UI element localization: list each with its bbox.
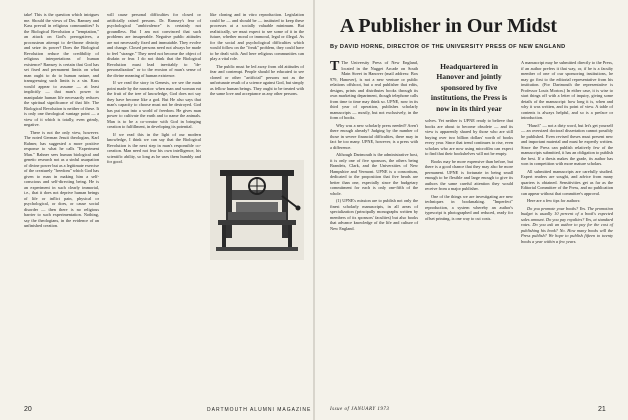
magazine-name: DARTMOUTH ALUMNI MAGAZINE: [207, 407, 312, 413]
paragraph: (1) UPNE's mission are to publish not only the finest scholarly manuscripts, in all areas of specialization (principally monographs written by members of its sponsors' faculties) but also books that advance knowledge of the life and culture of New England.: [330, 198, 418, 231]
paragraph: A manuscript may be submitted directly to the Press, if an author prefers it that way, or, if he is a faculty member of one of our sponsoring institutions, he may go first to the editorial representative from his institution. (For Dartmouth the representative is Professor Louis Morton.) In either case, it is wise to start things off with a letter of inquiry, giving some details of the manuscript: how long it is, when and why it was written, and its point of view. A table of contents is always helpful, and so is a preface or introduction.: [521, 60, 613, 120]
right-page-number: 21: [598, 406, 606, 413]
paragraph: Why was a new scholarly press needed? Aren't there enough already? Judging by the number of those in severe financial difficulties, there may in fact be too many. UPNE, however, is a press with a difference.: [330, 122, 418, 150]
right-page-column-3: [521, 60, 613, 246]
paragraph: will cause personal difficulties for closed or artificially raised persons. Dr. Ramsey's fear of psychological "ambivalence" is certainly not groundless. But I am not convinced that such problems are insuperable. Negative public attitudes are not necessarily fixed and immutable. They evolve and change. Closed persons need not always be made to feel "strange." They need not become the object of disdain or fear. I do not think that the Biological Revolution must lead inevitably to "de-personalization" or to the erosion of man's sense of the divine meaning of human existence.: [107, 12, 201, 78]
paragraph: There is not the only view, however. The noted German Jesuit theologian, Karl Rahner, has suggested a more positive response to what he calls "Experiment Man." Rahner sees human biological and genetic research not as a sinful usurpation of divine power but as a legitimate exercise of the creaturely "freedom" which God has given to man in making him a self-conscious and self-directing being. He is an experiment in such clearly immortal, i.e., that it does not deprive human beings of life or inflict pain, physical or psychological, or does, or cause social disorder — then there is no religious barrier to such experimentation. Nothing, say the theologians, in the evidence of an unfinished creation.: [24, 129, 99, 228]
paragraph: If we read this in the light of our modern knowledge, I think we can say that the Biological Revolution is the next step in man's responsible co-creation. Man need not fear his own intelligence, his scientific ability, so long as he uses them humbly and for good.: [107, 131, 201, 164]
paragraph: One of the things we are investigating are new techniques in bookmaking. "Imperfect" reproduction, a system whereby an author's typescript is photographed and reduced, ready for offset printing, is one way to cut costs.: [425, 193, 513, 221]
drop-cap: T: [330, 59, 340, 74]
pull-quote: Headquartered in Hanover and jointly sponsored by five institutions, the Press is now in its third year: [430, 62, 508, 113]
paragraph: If we read the story in Genesis, we see the main point made by the narrator: when man and woman eat the fruit of the tree of knowledge, God does not say they have become like a god. But He also says that man's capacity to choose must not be destroyed. God has put man into a world of freedom. He gives man power to cultivate the earth and to name the animals. Man is to be a co-creator with God in bringing creation to fulfillment, in developing its potential.: [107, 80, 201, 129]
issue-date: Issue of JANUARY 1973: [330, 407, 390, 412]
page-gutter: [313, 0, 315, 420]
paragraph: The public must be led away from old attitudes of fear and contempt. People should be educated to see cloned or other "artificial" persons not as the unfortunate result of a science against God, but simply as fellow human beings. They ought to be treated with the same love and acceptance as any other persons.: [210, 63, 304, 96]
paragraph: Here are a few tips for authors:: [527, 198, 581, 203]
left-page-column-3: [210, 12, 304, 99]
right-page-column-1: [330, 60, 418, 233]
left-page-column-1: [24, 12, 99, 231]
left-page-column-2: [107, 12, 201, 167]
paragraph: Although Dartmouth is the administrative host, it is only one of five sponsors, the others being Brandeis, Clark, and the Universities of New Hampshire and Vermont. UPNE is a consortium, dedicated to the proposition that five heads are better than one, especially since the budgetary commitment for each is only one-fifth of the whole.: [330, 152, 418, 196]
printing-press-photo: [210, 160, 304, 260]
left-page-number: 20: [24, 406, 32, 413]
paragraph: [330, 60, 418, 121]
paragraph: "Hasn't" — not a dirty word, but let's get yourself — an oversized doctoral dissertation cannot possibly be published. Even revised theses must present new and important material and must be expertly written. Since the Press can publish relatively few of the manuscripts submitted, it has an obligation to publish the best. If a thesis makes the grade, its author has won in competition with more mature scholars.: [521, 122, 613, 166]
paragraph: Do you promote your books? Yes. The promotion budget is usually 10 percent of a book's expected sales amount. Do you pay royalties? Yes, at standard rates. Do you ask an author to pay for the cost of publishing his book? No. How many books will the Press publish? We hope to publish fifteen to twenty books a year within a few years.: [521, 205, 613, 244]
article-byline: By DAVID HORNE, DIRECTOR OF THE UNIVERSITY PRESS OF NEW ENGLAND: [330, 44, 566, 50]
article-title: A Publisher in Our Midst: [340, 15, 558, 37]
paragraph: All submitted manuscripts are carefully studied. Expert readers are sought, and advice from many quarters is obtained. Sensitivities get as far as the Editorial Committee of the Press, and no publication can appear without that committee's approval.: [521, 168, 613, 196]
paragraph: like cloning and in vitro reproduction. Legislation could be — and should be — instituted to keep these processes at a socially valuable minimum. But realistically, we must expect to see some of it in the future, whether moral or immoral, legal or illegal. As for the social and psychological difficulties which would follow on the "freak" problem, they could have to be dealt with. And here religious communities can play a vital role.: [210, 12, 304, 61]
paragraph: take! This is the question which intrigues me. Should the views of Drs. Ramsey and Kass prevail in religious communities? Is the Biological Revolution a "temptation," an attack on God's prerogatives, a procrustean attempt to de-throne divinity and seize its power? Does the Biological Revolution reduce the credibility of religious interpretations of human existence? Ramsey is certain that God has set fixed and permanent limits on what man ought to do to human nature, and transgressing such limits is a sin. Kass would appear to assume — at least implicitly — that man's power to manipulate human life necessarily reduces the spiritual significance of that life. The Biological Revolution is neither of these. It is only one theological vantage point — a view of it which is totally, even grimly, negative.: [24, 12, 99, 127]
paragraph: Books may be more expensive than before, but there is a good chance that they may also be more permanent. UPNE is fortunate in being small enough to be flexible and large enough to give its authors the same careful attention they would receive from a major publisher.: [425, 158, 513, 191]
right-page-column-2: [425, 118, 513, 223]
paragraph-text: The University Press of New England, located in the Nugget Arcade on South Main Street in Hanover (mail address: Box 979, Hanover), is not a new venture or public relations offshoot, but a real publisher that edits, designs, prints and distributes books through its own marketing department, though telephone calls from time to time may think so. UPNE, now in its third year of operation, publishes scholarly manuscripts — mostly, but not exclusively, in the form of books.: [330, 60, 418, 120]
paragraph: solves. Yet neither is UPNE ready to believe that books are about to become obsolete — and its view is apparently shared by those who are still buying over two billion dollars' worth of books every year. Since that trend continues to rise, even scholars who are now using microfilm can expect to find that their bookshelves will not be empty.: [425, 118, 513, 156]
